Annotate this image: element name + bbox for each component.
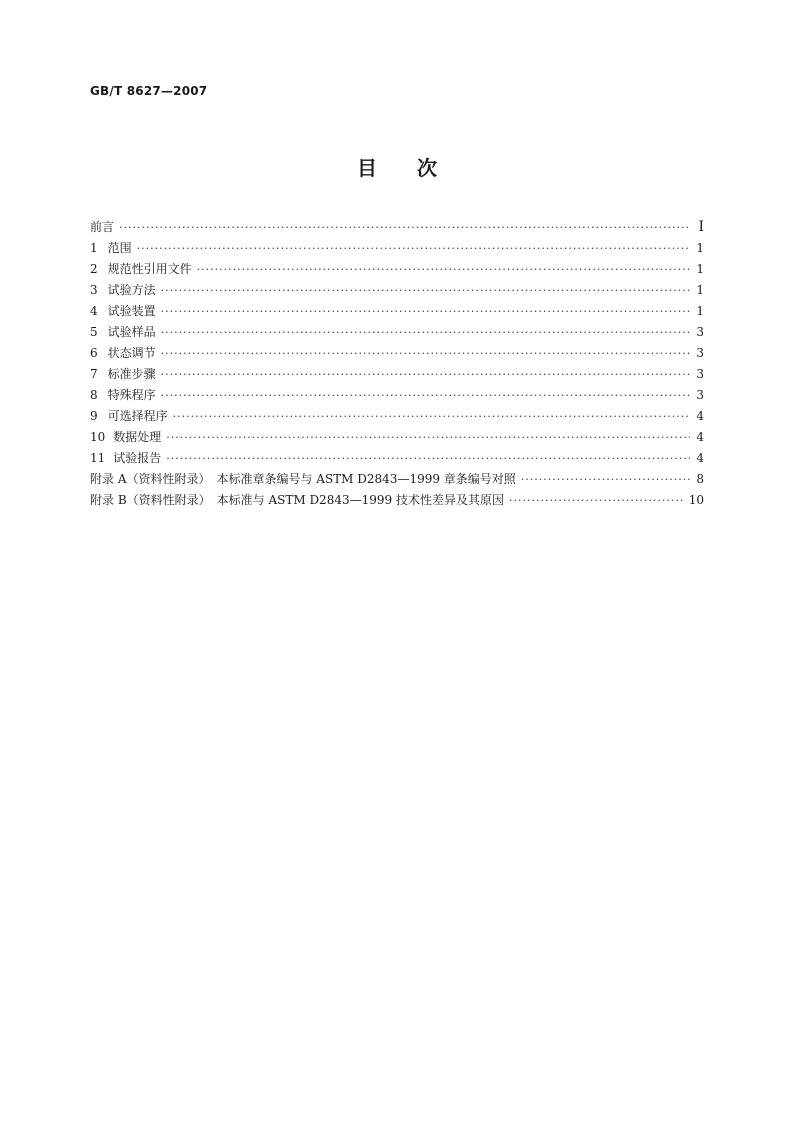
toc-entry-6[interactable] bbox=[90, 343, 704, 364]
toc-entry-text: 标准步骤 bbox=[107, 367, 156, 381]
toc-entry-text: 特殊程序 bbox=[107, 388, 156, 402]
dot-leader bbox=[161, 280, 690, 301]
toc-entry-page: 3 bbox=[696, 325, 704, 339]
toc-entry-text: 规范性引用文件 bbox=[107, 262, 192, 276]
toc-entry-number: 2 bbox=[90, 262, 98, 276]
toc-entry-annex-a[interactable] bbox=[90, 469, 704, 490]
toc-entry-page: Ⅰ bbox=[698, 219, 704, 235]
toc-entry-10[interactable] bbox=[90, 427, 704, 448]
toc-entry-page: 4 bbox=[696, 430, 704, 444]
dot-leader bbox=[161, 301, 690, 322]
toc-entry-label bbox=[90, 343, 156, 364]
toc-entry-page: 1 bbox=[696, 283, 704, 297]
dot-leader bbox=[173, 406, 690, 427]
toc-entry-4[interactable] bbox=[90, 301, 704, 322]
toc-entry-page: 3 bbox=[696, 367, 704, 381]
toc-entry-page: 4 bbox=[696, 409, 704, 423]
toc-entry-page: 3 bbox=[696, 346, 704, 360]
toc-entry-text: 状态调节 bbox=[107, 346, 156, 360]
toc-entry-11[interactable] bbox=[90, 448, 704, 469]
toc-entry-annex-b[interactable] bbox=[90, 490, 704, 511]
toc-entry-7[interactable] bbox=[90, 364, 704, 385]
toc-title bbox=[0, 152, 794, 181]
toc-entry-text: 试验样品 bbox=[107, 325, 156, 339]
dot-leader bbox=[521, 469, 690, 490]
document-code: GB/T 8627—2007 bbox=[90, 84, 208, 98]
toc-entry-page: 10 bbox=[688, 493, 704, 507]
toc-entry-label bbox=[90, 469, 516, 490]
toc-entry-label bbox=[90, 238, 132, 259]
toc-entry-page: 8 bbox=[696, 472, 704, 486]
dot-leader bbox=[161, 385, 690, 406]
toc-entry-label bbox=[90, 448, 161, 469]
toc-entry-number: 4 bbox=[90, 304, 98, 318]
dot-leader bbox=[137, 238, 690, 259]
toc-entry-text: 试验方法 bbox=[107, 283, 156, 297]
toc-entry-page: 1 bbox=[696, 241, 704, 255]
dot-leader bbox=[197, 259, 690, 280]
toc-title-char-1: 目 bbox=[357, 156, 377, 180]
toc-entry-page: 1 bbox=[696, 262, 704, 276]
toc-entry-page: 1 bbox=[696, 304, 704, 318]
toc-entry-number: 10 bbox=[90, 430, 106, 444]
toc-entry-number: 8 bbox=[90, 388, 98, 402]
toc-entry-label bbox=[90, 364, 156, 385]
toc-entry-8[interactable] bbox=[90, 385, 704, 406]
toc-entry-text: 附录 A（资料性附录） 本标准章条编号与 ASTM D2843—1999 章条编号对照 bbox=[90, 472, 516, 486]
toc-entry-5[interactable] bbox=[90, 322, 704, 343]
dot-leader bbox=[166, 448, 690, 469]
toc-entry-text: 前言 bbox=[90, 220, 115, 234]
toc-entry-1[interactable] bbox=[90, 238, 704, 259]
toc-entry-number: 5 bbox=[90, 325, 98, 339]
toc-entry-page: 3 bbox=[696, 388, 704, 402]
dot-leader bbox=[161, 364, 690, 385]
toc-entry-label bbox=[90, 217, 114, 238]
toc-entry-text: 附录 B（资料性附录） 本标准与 ASTM D2843—1999 技术性差异及其原因 bbox=[90, 493, 504, 507]
toc-entry-page: 4 bbox=[696, 451, 704, 465]
dot-leader bbox=[119, 217, 690, 238]
toc-entry-foreword[interactable] bbox=[90, 217, 704, 238]
toc-entry-number: 9 bbox=[90, 409, 98, 423]
toc-entry-number: 11 bbox=[90, 451, 106, 465]
toc-entry-text: 试验装置 bbox=[107, 304, 156, 318]
toc-entry-number: 6 bbox=[90, 346, 98, 360]
toc-title-char-2: 次 bbox=[417, 156, 437, 180]
toc-entry-text: 试验报告 bbox=[113, 451, 162, 465]
toc-entry-label bbox=[90, 301, 156, 322]
toc-entry-label bbox=[90, 490, 504, 511]
table-of-contents bbox=[90, 217, 704, 511]
toc-entry-number: 7 bbox=[90, 367, 98, 381]
dot-leader bbox=[161, 322, 690, 343]
toc-entry-label bbox=[90, 280, 156, 301]
toc-entry-text: 范围 bbox=[107, 241, 132, 255]
toc-entry-label bbox=[90, 406, 168, 427]
toc-entry-text: 可选择程序 bbox=[107, 409, 168, 423]
toc-entry-label bbox=[90, 427, 161, 448]
dot-leader bbox=[166, 427, 690, 448]
toc-entry-label bbox=[90, 322, 156, 343]
toc-entry-9[interactable] bbox=[90, 406, 704, 427]
dot-leader bbox=[509, 490, 685, 511]
toc-entry-number: 3 bbox=[90, 283, 98, 297]
toc-entry-2[interactable] bbox=[90, 259, 704, 280]
toc-entry-number: 1 bbox=[90, 241, 98, 255]
toc-entry-text: 数据处理 bbox=[113, 430, 162, 444]
dot-leader bbox=[161, 343, 690, 364]
toc-entry-label bbox=[90, 385, 156, 406]
toc-entry-label bbox=[90, 259, 192, 280]
toc-entry-3[interactable] bbox=[90, 280, 704, 301]
